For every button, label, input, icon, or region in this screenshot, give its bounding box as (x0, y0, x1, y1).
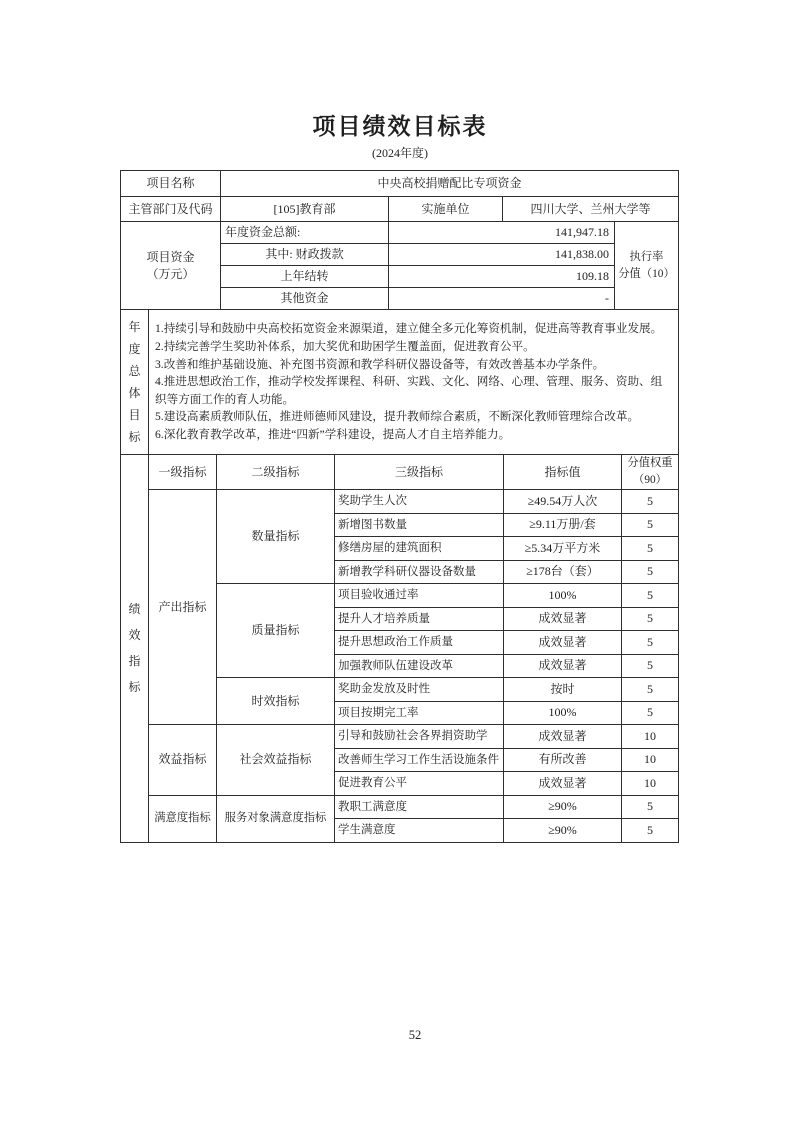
indicator-name: 修缮房屋的建筑面积 (335, 537, 504, 561)
indicator-value: 成效显著 (504, 772, 622, 796)
indicator-value: ≥49.54万人次 (504, 490, 622, 514)
indicator-weight: 10 (622, 725, 679, 749)
level1-satisfaction: 满意度指标 (149, 795, 217, 842)
level1-output: 产出指标 (149, 490, 217, 725)
indicator-name: 教职工满意度 (335, 795, 504, 819)
indicator-weight: 5 (622, 678, 679, 702)
indicator-value: ≥178台（套） (504, 560, 622, 584)
funding-group-label-line1: 项目资金 (146, 249, 195, 264)
indicator-name: 项目按期完工率 (335, 701, 504, 725)
indicator-weight: 5 (622, 701, 679, 725)
page-title: 项目绩效目标表 (312, 113, 488, 139)
project-name-label: 项目名称 (121, 171, 221, 197)
funding-group-label-line2: （万元） (146, 266, 195, 281)
project-name-value: 中央高校捐赠配比专项资金 (221, 171, 679, 197)
indicator-value: 有所改善 (504, 748, 622, 772)
funding-total-value: 141,947.18 (389, 222, 615, 244)
indicator-value: 按时 (504, 678, 622, 702)
indicator-weight: 5 (622, 584, 679, 608)
header-weight-line2: （90） (633, 474, 667, 486)
indicators-side-label: 绩效指标 (121, 455, 149, 843)
funding-other-label: 其他资金 (221, 288, 389, 310)
level2-quantity: 数量指标 (217, 490, 335, 584)
indicator-value: 成效显著 (504, 607, 622, 631)
indicator-name: 新增教学科研仪器设备数量 (335, 560, 504, 584)
goal-line: 3.改善和维护基础设施、补充图书资源和教学科研仪器设备等，有效改善基本办学条件。 (155, 357, 605, 371)
indicator-name: 引导和鼓励社会各界捐资助学 (335, 725, 504, 749)
goal-line: 4.推进思想政治工作，推动学校发挥课程、科研、实践、文化、网络、心理、管理、服务、资助、组织等方面工作的育人功能。 (155, 375, 663, 406)
impl-unit-value: 四川大学、兰州大学等 (503, 197, 679, 222)
goal-line: 1.持续引导和鼓励中央高校拓宽资金来源渠道，建立健全多元化筹资机制，促进高等教育事业发展。 (155, 322, 663, 336)
table-row (121, 725, 679, 749)
funding-other-value: - (389, 288, 615, 310)
indicator-name: 新增图书数量 (335, 513, 504, 537)
indicator-weight: 10 (622, 772, 679, 796)
funding-carryover-value: 109.18 (389, 266, 615, 288)
indicator-name: 项目验收通过率 (335, 584, 504, 608)
execution-rate-score-label (615, 222, 679, 310)
indicator-weight: 5 (622, 560, 679, 584)
indicator-weight: 10 (622, 748, 679, 772)
table-row (121, 490, 679, 514)
indicator-name: 加强教师队伍建设改革 (335, 654, 504, 678)
funding-fiscal-value: 141,838.00 (389, 244, 615, 266)
goal-line: 6.深化教育教学改革，推进“四新”学科建设，提高人才自主培养能力。 (155, 427, 511, 441)
indicator-weight: 5 (622, 607, 679, 631)
indicator-value: 100% (504, 701, 622, 725)
indicator-weight: 5 (622, 631, 679, 655)
indicator-weight: 5 (622, 537, 679, 561)
table-row (121, 795, 679, 819)
goal-line: 5.建设高素质教师队伍，推进师德师风建设，提升教师综合素质，不断深化教师管理综合改革。 (155, 410, 640, 424)
indicators-table (120, 454, 679, 843)
funding-group-label (121, 222, 221, 310)
execution-rate-line1: 执行率 (629, 250, 664, 263)
indicator-name: 提升人才培养质量 (335, 607, 504, 631)
indicator-value: ≥9.11万册/套 (504, 513, 622, 537)
dept-value: [105]教育部 (221, 197, 389, 222)
project-info-table (120, 170, 679, 310)
indicator-value: ≥90% (504, 819, 622, 843)
level2-service-satisfaction: 服务对象满意度指标 (217, 795, 335, 842)
level2-timeliness: 时效指标 (217, 678, 335, 725)
indicator-name: 促进教育公平 (335, 772, 504, 796)
indicator-value: ≥5.34万平方米 (504, 537, 622, 561)
indicator-weight: 5 (622, 490, 679, 514)
indicator-weight: 5 (622, 513, 679, 537)
level2-social-benefit: 社会效益指标 (217, 725, 335, 796)
indicator-weight: 5 (622, 654, 679, 678)
indicator-value: 100% (504, 584, 622, 608)
annual-goals-table (120, 309, 679, 455)
impl-unit-label: 实施单位 (389, 197, 503, 222)
page-subtitle: (2024年度) (372, 146, 428, 160)
performance-target-table (120, 170, 680, 843)
goal-line: 2.持续完善学生奖助补体系，加大奖优和助困学生覆盖面，促进教育公平。 (155, 340, 535, 354)
indicator-weight: 5 (622, 819, 679, 843)
indicator-name: 改善师生学习工作生活设施条件 (335, 748, 504, 772)
funding-carryover-label: 上年结转 (221, 266, 389, 288)
level1-benefit: 效益指标 (149, 725, 217, 796)
header-level3: 三级指标 (335, 455, 504, 490)
indicator-name: 学生满意度 (335, 819, 504, 843)
header-value: 指标值 (504, 455, 622, 490)
execution-rate-line2: 分值（10） (618, 267, 675, 280)
header-level1: 一级指标 (149, 455, 217, 490)
annual-goals-side-label: 年度总体目标 (121, 310, 149, 455)
indicator-name: 提升思想政治工作质量 (335, 631, 504, 655)
indicator-value: 成效显著 (504, 725, 622, 749)
funding-fiscal-label: 其中: 财政拨款 (221, 244, 389, 266)
indicator-weight: 5 (622, 795, 679, 819)
indicator-value: ≥90% (504, 795, 622, 819)
page-number: 52 (408, 1028, 422, 1042)
indicator-value: 成效显著 (504, 654, 622, 678)
dept-label: 主管部门及代码 (121, 197, 221, 222)
header-weight-line1: 分值权重 (627, 457, 673, 469)
funding-total-label: 年度资金总额: (221, 222, 389, 244)
header-level2: 二级指标 (217, 455, 335, 490)
level2-quality: 质量指标 (217, 584, 335, 678)
annual-goals-text (149, 310, 679, 455)
indicator-name: 奖助学生人次 (335, 490, 504, 514)
header-weight (622, 455, 679, 490)
indicator-value: 成效显著 (504, 631, 622, 655)
indicator-name: 奖助金发放及时性 (335, 678, 504, 702)
